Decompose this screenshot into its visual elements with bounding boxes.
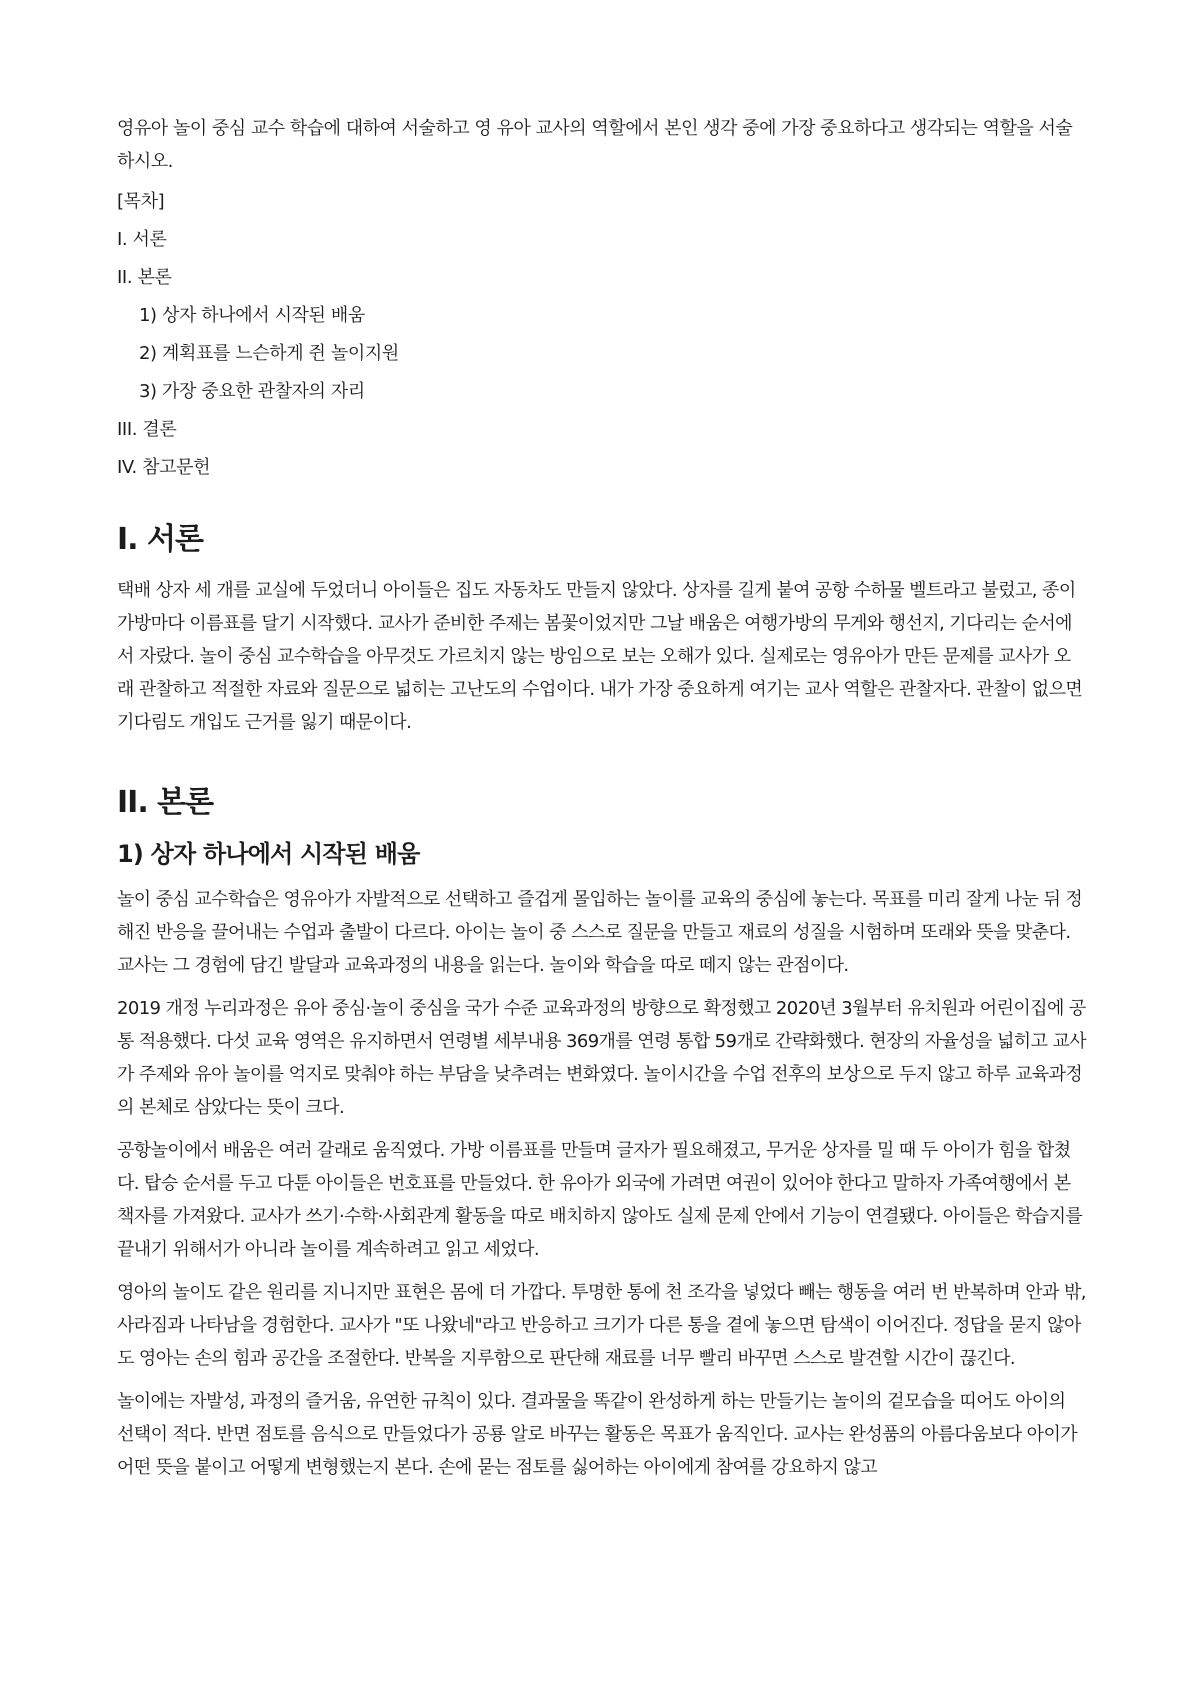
toc-item-body: II. 본론: [117, 267, 172, 288]
toc-heading: [목차]: [117, 191, 165, 212]
toc-item-body-2: 2) 계획표를 느슨하게 쥔 놀이지원: [139, 343, 399, 364]
toc-item-body-1: 1) 상자 하나에서 시작된 배움: [139, 305, 365, 326]
toc-item-conclusion: III. 결론: [117, 419, 177, 440]
section-title-body: II. 본론: [117, 785, 214, 820]
toc-item-body-3: 3) 가장 중요한 관찰자의 자리: [139, 381, 365, 402]
body-paragraph: 놀이에는 자발성, 과정의 즐거움, 유연한 규칙이 있다. 결과물을 똑같이 완성하게 하는 만들기는 놀이의 겉모습을 띠어도 아이의 선택이 적다. 반면 점토를 음식으로 만들었다가 공룡 알로 바꾸는 활동은 목표가 움직인다. 교사는 완성품의 아름다움보다 아이가 어떤 뜻을 붙이고 어떻게 변형했는지 본다. 손에 묻는 점토를 싫어하는 아이에게 참여를 강요하지 않고: [117, 1391, 1078, 1478]
subsection-title-1: 1) 상자 하나에서 시작된 배움: [117, 840, 420, 868]
body-paragraph: 공항놀이에서 배움은 여러 갈래로 움직였다. 가방 이름표를 만들며 글자가 필요해졌고, 무거운 상자를 밀 때 두 아이가 힘을 합쳤다. 탑승 순서를 두고 다툰 아이들은 번호표를 만들었다. 한 유아가 외국에 가려면 여권이 있어야 한다고 말하자 가족여행에서 본 책자를 가져왔다. 교사가 쓰기·수학·사회관계 활동을 따로 배치하지 않아도 실제 문제 안에서 기능이 연결됐다. 아이들은 학습지를 끝내기 위해서가 아니라 놀이를 계속하려고 읽고 세었다.: [117, 1140, 1083, 1260]
body-paragraph: 영아의 놀이도 같은 원리를 지니지만 표현은 몸에 더 가깝다. 투명한 통에 천 조각을 넣었다 빼는 행동을 여러 번 반복하며 안과 밖, 사라짐과 나타남을 경험한다. 교사가 "또 나왔네"라고 반응하고 크기가 다른 통을 곁에 놓으면 탐색이 이어진다. 정답을 묻지 않아도 영아는 손의 힘과 공간을 조절한다. 반복을 지루함으로 판단해 재료를 너무 빨리 바꾸면 스스로 발견할 시간이 끊긴다.: [117, 1282, 1086, 1369]
toc-item-intro: I. 서론: [117, 229, 167, 250]
toc-item-references: IV. 참고문헌: [117, 457, 211, 478]
body-paragraph: 2019 개정 누리과정은 유아 중심·놀이 중심을 국가 수준 교육과정의 방향으로 확정했고 2020년 3월부터 유치원과 어린이집에 공통 적용했다. 다섯 교육 영역은 유지하면서 연령별 세부내용 369개를 연령 통합 59개로 간략화했다. 현장의 자율성을 넓히고 교사가 주제와 유아 놀이를 억지로 맞춰야 하는 부담을 낮추려는 변화였다. 놀이시간을 수업 전후의 보상으로 두지 않고 하루 교육과정의 본체로 삼았다는 뜻이 크다.: [117, 998, 1087, 1118]
section-title-intro: I. 서론: [117, 522, 203, 557]
intro-paragraph: 택배 상자 세 개를 교실에 두었더니 아이들은 집도 자동차도 만들지 않았다. 상자를 길게 붙여 공항 수하물 벨트라고 불렀고, 종이 가방마다 이름표를 달기 시작했다. 교사가 준비한 주제는 봄꽃이었지만 그날 배움은 여행가방의 무게와 행선지, 기다리는 순서에서 자랐다. 놀이 중심 교수학습을 아무것도 가르치지 않는 방임으로 보는 오해가 있다. 실제로는 영유아가 만든 문제를 교사가 오래 관찰하고 적절한 자료와 질문으로 넓히는 고난도의 수업이다. 내가 가장 중요하게 여기는 교사 역할은 관찰자다. 관찰이 없으면 기다림도 개입도 근거를 잃기 때문이다.: [117, 580, 1083, 733]
assignment-question: 영유아 놀이 중심 교수 학습에 대하여 서술하고 영 유아 교사의 역할에서 본인 생각 중에 가장 중요하다고 생각되는 역할을 서술하시오.: [117, 118, 1073, 172]
table-of-contents: [117, 190, 1087, 480]
body-paragraph: 놀이 중심 교수학습은 영유아가 자발적으로 선택하고 즐겁게 몰입하는 놀이를 교육의 중심에 놓는다. 목표를 미리 잘게 나눈 뒤 정해진 반응을 끌어내는 수업과 출발이 다르다. 아이는 놀이 중 스스로 질문을 만들고 재료의 성질을 시험하며 또래와 뜻을 맞춘다. 교사는 그 경험에 담긴 발달과 교육과정의 내용을 읽는다. 놀이와 학습을 따로 떼지 않는 관점이다.: [117, 889, 1083, 976]
